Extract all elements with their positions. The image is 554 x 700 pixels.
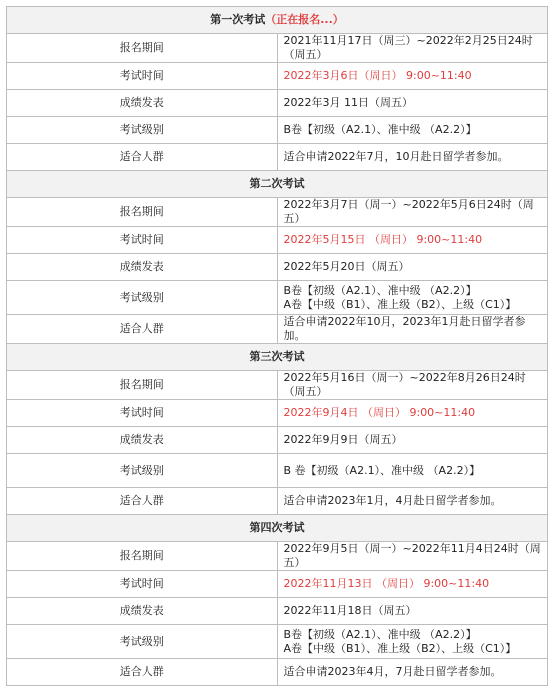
row-label: 考试时间 <box>7 400 278 427</box>
table-row <box>7 281 548 315</box>
session-title: 第一次考试 <box>210 13 266 26</box>
table-row <box>7 198 548 227</box>
row-label: 成绩发表 <box>7 254 278 281</box>
session-title: 第三次考试 <box>7 344 548 371</box>
table-row <box>7 144 548 171</box>
session-title: 第二次考试 <box>7 171 548 198</box>
session-header <box>7 344 548 371</box>
row-value: 2022年11月18日（周五） <box>277 598 548 625</box>
row-label: 成绩发表 <box>7 427 278 454</box>
table-row <box>7 659 548 686</box>
row-value: 2022年3月7日（周一）~2022年5月6日24时（周五） <box>277 198 548 227</box>
row-value: 2022年9月5日（周一）~2022年11月4日24时（周五） <box>277 542 548 571</box>
table-row <box>7 371 548 400</box>
table-row <box>7 488 548 515</box>
row-value: 适合申请2022年7月，10月赴日留学者参加。 <box>277 144 548 171</box>
table-row <box>7 400 548 427</box>
table-row <box>7 454 548 488</box>
row-value: 适合申请2022年10月，2023年1月赴日留学者参加。 <box>277 315 548 344</box>
row-label: 适合人群 <box>7 315 278 344</box>
session-header <box>7 171 548 198</box>
level-b-line: B卷【初级（A2.1）、准中级 （A2.2）】 <box>283 283 477 297</box>
row-label: 适合人群 <box>7 488 278 515</box>
row-value: 2022年5月20日（周五） <box>277 254 548 281</box>
row-value: 适合申请2023年1月，4月赴日留学者参加。 <box>277 488 548 515</box>
table-row <box>7 542 548 571</box>
row-label: 适合人群 <box>7 659 278 686</box>
level-a-line: A卷【中级（B1）、准上级（B2）、上级（C1）】 <box>283 297 517 311</box>
exam-time-value: 2022年11月13日 （周日） 9:00~11:40 <box>277 571 548 598</box>
row-label: 适合人群 <box>7 144 278 171</box>
row-label: 考试级别 <box>7 117 278 144</box>
row-value: 适合申请2023年4月，7月赴日留学者参加。 <box>277 659 548 686</box>
row-value: 2022年9月9日（周五） <box>277 427 548 454</box>
row-value-multiline <box>277 281 548 315</box>
table-row <box>7 117 548 144</box>
exam-time-value: 2022年9月4日 （周日） 9:00~11:40 <box>277 400 548 427</box>
row-value: 2022年3月 11日（周五） <box>277 90 548 117</box>
row-value: 2022年5月16日（周一）~2022年8月26日24时（周五） <box>277 371 548 400</box>
exam-schedule-table <box>6 6 548 686</box>
row-value: B卷【初级（A2.1）、准中级 （A2.2）】 <box>277 117 548 144</box>
row-value: 2021年11月17日（周三）~2022年2月25日24时（周五） <box>277 34 548 63</box>
table-row <box>7 571 548 598</box>
table-row <box>7 315 548 344</box>
exam-time-value: 2022年3月6日（周日） 9:00~11:40 <box>277 63 548 90</box>
row-label: 考试级别 <box>7 625 278 659</box>
exam-time-value: 2022年5月15日 （周日） 9:00~11:40 <box>277 227 548 254</box>
row-label: 考试级别 <box>7 281 278 315</box>
row-label: 成绩发表 <box>7 90 278 117</box>
level-b-line: B卷【初级（A2.1）、准中级 （A2.2）】 <box>283 627 477 641</box>
session-header <box>7 515 548 542</box>
row-label: 考试级别 <box>7 454 278 488</box>
table-row <box>7 34 548 63</box>
table-row <box>7 254 548 281</box>
level-a-line: A卷【中级（B1）、准上级（B2）、上级（C1）】 <box>283 641 517 655</box>
session-title-cell <box>7 7 548 34</box>
registration-status: （正在报名...） <box>265 13 344 26</box>
row-value-multiline <box>277 625 548 659</box>
table-row <box>7 598 548 625</box>
row-label: 报名期间 <box>7 542 278 571</box>
table-row <box>7 90 548 117</box>
table-row <box>7 427 548 454</box>
row-label: 考试时间 <box>7 227 278 254</box>
row-label: 成绩发表 <box>7 598 278 625</box>
row-label: 考试时间 <box>7 571 278 598</box>
session-header <box>7 7 548 34</box>
row-label: 报名期间 <box>7 371 278 400</box>
row-label: 报名期间 <box>7 198 278 227</box>
session-title: 第四次考试 <box>7 515 548 542</box>
table-row <box>7 63 548 90</box>
row-label: 考试时间 <box>7 63 278 90</box>
table-row <box>7 227 548 254</box>
table-row <box>7 625 548 659</box>
row-label: 报名期间 <box>7 34 278 63</box>
row-value: B 卷【初级（A2.1）、准中级 （A2.2）】 <box>277 454 548 488</box>
